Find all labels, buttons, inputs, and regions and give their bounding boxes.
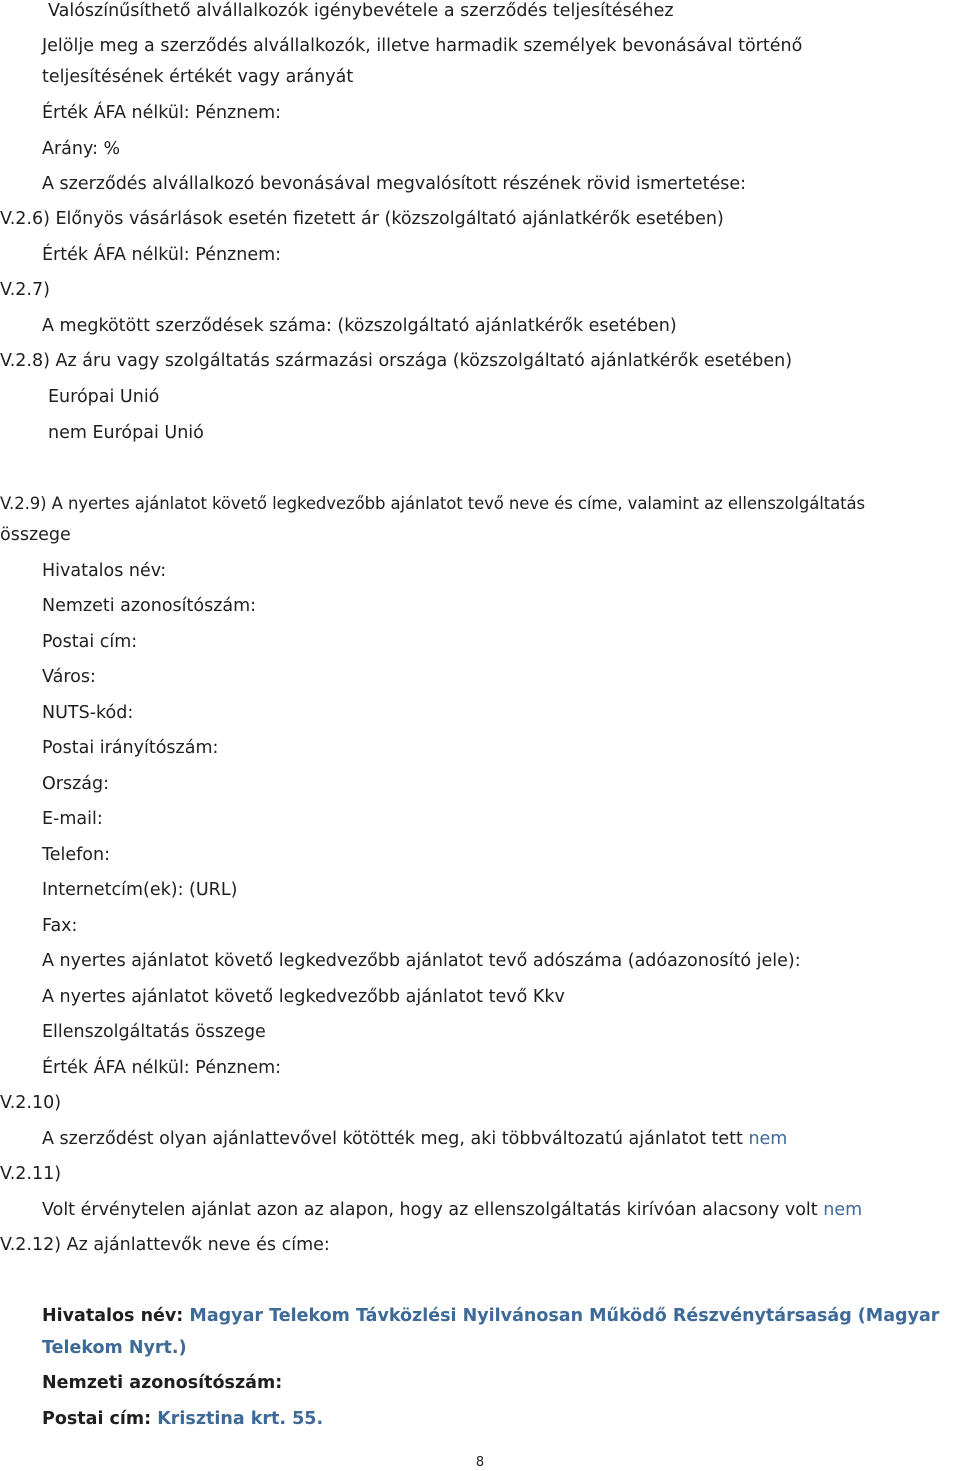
url-label: Internetcím(ek): (URL): [42, 880, 238, 900]
phone-label: Telefon:: [42, 845, 110, 865]
tax-id-label: A nyertes ajánlatot követő legkedvezőbb ajánlatot tevő adószáma (adóazonosító jele):: [42, 951, 801, 971]
bidder-name-label: Hivatalos név:: [42, 1306, 184, 1326]
bidder-address-value: Krisztina krt. 55.: [157, 1409, 324, 1429]
variant-bid-line: [42, 1128, 787, 1150]
national-id-label: Nemzeti azonosítószám:: [42, 596, 257, 616]
ratio-line: Arány: %: [42, 139, 121, 159]
country-label: Ország:: [42, 774, 110, 794]
value-excl-vat-line: Érték ÁFA nélkül: Pénznem:: [42, 103, 282, 123]
bidder-address-line: [42, 1408, 323, 1430]
section-v211-heading: V.2.11): [0, 1164, 62, 1184]
bidder-address-label: Postai cím:: [42, 1409, 152, 1429]
section-v210-heading: V.2.10): [0, 1093, 62, 1113]
postal-address-label: Postai cím:: [42, 632, 138, 652]
subcontracting-instruction-cont: teljesítésének értékét vagy arányát: [42, 67, 354, 87]
subcontract-description-line: A szerződés alvállalkozó bevonásával megvalósított részének rövid ismertetése:: [42, 174, 747, 194]
value-excl-vat-line: Érték ÁFA nélkül: Pénznem:: [42, 1058, 282, 1078]
contracts-count-line: A megkötött szerződések száma: (közszolgáltató ajánlatkérők esetében): [42, 316, 677, 336]
bidder-name-line: [42, 1305, 939, 1327]
variant-bid-text: A szerződést olyan ajánlattevővel kötötték meg, aki többváltozatú ajánlatot tett: [42, 1129, 743, 1149]
abnormally-low-text: Volt érvénytelen ajánlat azon az alapon, hogy az ellenszolgáltatás kirívóan alacsony volt: [42, 1200, 818, 1220]
section-v26-heading: V.2.6) Előnyös vásárlások esetén fizetett ár (közszolgáltató ajánlatkérők esetében): [0, 209, 724, 229]
sme-label: A nyertes ajánlatot követő legkedvezőbb ajánlatot tevő Kkv: [42, 987, 565, 1007]
email-label: E-mail:: [42, 809, 103, 829]
bidder-name-value-cont: Telekom Nyrt.): [42, 1338, 187, 1358]
abnormally-low-line: [42, 1199, 862, 1221]
option-non-eu: nem Európai Unió: [48, 423, 204, 443]
section-v28-heading: V.2.8) Az áru vagy szolgáltatás származási országa (közszolgáltató ajánlatkérők esetében): [0, 351, 793, 371]
nuts-code-label: NUTS-kód:: [42, 703, 134, 723]
section-v29-heading-cont: összege: [0, 525, 71, 545]
option-eu: Európai Unió: [48, 387, 160, 407]
subcontracting-heading: Valószínűsíthető alvállalkozók igénybevétele a szerződés teljesítéséhez: [48, 1, 674, 21]
section-v29-heading: V.2.9) A nyertes ajánlatot követő legkedvezőbb ajánlatot tevő neve és címe, valamint az ellenszolgáltatás: [0, 494, 865, 513]
official-name-label: Hivatalos név:: [42, 561, 167, 581]
page-number: 8: [475, 1455, 485, 1470]
consideration-amount-label: Ellenszolgáltatás összege: [42, 1022, 266, 1042]
section-v27-heading: V.2.7): [0, 280, 50, 300]
variant-bid-value: nem: [748, 1129, 788, 1149]
abnormally-low-value: nem: [823, 1200, 863, 1220]
fax-label: Fax:: [42, 916, 78, 936]
value-excl-vat-line: Érték ÁFA nélkül: Pénznem:: [42, 245, 282, 265]
bidder-name-value: Magyar Telekom Távközlési Nyilvánosan Működő Részvénytársaság (Magyar: [189, 1306, 940, 1326]
subcontracting-instruction: Jelölje meg a szerződés alvállalkozók, illetve harmadik személyek bevonásával történő: [42, 36, 803, 56]
section-v212-heading: V.2.12) Az ajánlattevők neve és címe:: [0, 1235, 330, 1255]
postal-code-label: Postai irányítószám:: [42, 738, 219, 758]
bidder-national-id-label: Nemzeti azonosítószám:: [42, 1373, 283, 1393]
city-label: Város:: [42, 667, 96, 687]
